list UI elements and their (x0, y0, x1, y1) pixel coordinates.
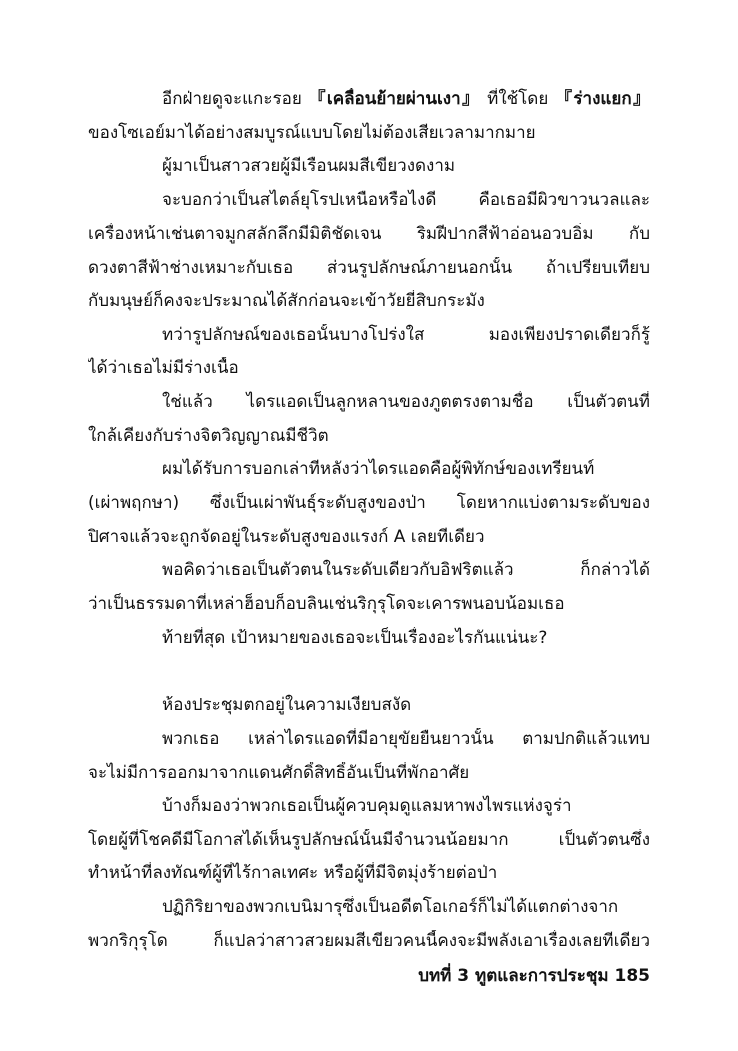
paragraph-5-line-2: ใกล้เคียงกับร่างจิตวิญญาณมีชีวิต (88, 426, 329, 446)
paragraph-7-line-1: พอคิดว่าเธอเป็นตัวตนในระดับเดียวกับอิฟริตแล้ว ก็กล่าวได้ (162, 560, 650, 580)
skill-name-clone: 『ร่างแยก』 (555, 89, 650, 109)
text-span: อีกฝ่ายดูจะแกะรอย (162, 89, 309, 109)
paragraph-3-line-3: ดวงตาสีฟ้าช่างเหมาะกับเธอ ส่วนรูปลักษณ์ภายนอกนั้น ถ้าเปรียบเทียบ (88, 258, 650, 278)
paragraph-10-line-1: พวกเธอ เหล่าไดรแอดที่มีอายุขัยยืนยาวนั้น ตามปกติแล้วแทบ (162, 729, 650, 749)
paragraph-4-line-1: ทว่ารูปลักษณ์ของเธอนั้นบางโปร่งใส มองเพียงปราดเดียวก็รู้ (162, 325, 650, 345)
running-footer (418, 965, 650, 987)
paragraph-7-line-2: ว่าเป็นธรรมดาที่เหล่าฮ็อบก็อบลินเช่นริกุรุโดจะเคารพนอบน้อมเธอ (88, 594, 565, 614)
paragraph-11-line-1: บ้างก็มองว่าพวกเธอเป็นผู้ควบคุมดูแลมหาพงไพรแห่งจูร่า (162, 796, 572, 816)
paragraph-6-line-1: ผมได้รับการบอกเล่าทีหลังว่าไดรแอดคือผู้พิทักษ์ของเทรียนท์ (162, 459, 595, 479)
paragraph-6-line-2: (เผ่าพฤกษา) ซึ่งเป็นเผ่าพันธุ์ระดับสูงของป่า โดยหากแบ่งตามระดับของ (88, 493, 650, 513)
paragraph-3-line-4: กับมนุษย์ก็คงจะประมาณได้สักก่อนจะเข้าวัยยี่สิบกระมัง (88, 291, 485, 311)
chapter-title: บทที่ 3 ทูตและการประชุม (418, 966, 609, 986)
page-number: 185 (614, 966, 650, 986)
paragraph-6-line-3: ปิศาจแล้วจะถูกจัดอยู่ในระดับสูงของแรงก์ A เลยทีเดียว (88, 527, 485, 547)
text-span: ที่ใช้โดย (480, 89, 556, 109)
paragraph-3-line-1: จะบอกว่าเป็นสไตล์ยุโรปเหนือหรือไงดี คือเธอมีผิวขาวนวลและ (162, 190, 650, 210)
paragraph-10-line-2: จะไม่มีการออกมาจากแดนศักดิ์สิทธิ์อันเป็นที่พักอาศัย (88, 763, 470, 783)
paragraph-9-line-1: ห้องประชุมตกอยู่ในความเงียบสงัด (162, 695, 412, 715)
paragraph-5-line-1: ใช่แล้ว ไดรแอดเป็นลูกหลานของภูตตรงตามชื่อ เป็นตัวตนที่ (162, 392, 650, 412)
paragraph-11-line-3: ทำหน้าที่ลงทัณฑ์ผู้ที่ไร้กาลเทศะ หรือผู้ที่มีจิตมุ่งร้ายต่อป่า (88, 863, 498, 883)
paragraph-1-line-2: ของโซเอย์มาได้อย่างสมบูรณ์แบบโดยไม่ต้องเสียเวลามากมาย (88, 123, 536, 143)
skill-name-shadow-motion: 『เคลื่อนย้ายผ่านเงา』 (308, 89, 481, 109)
paragraph-12-line-2: พวกริกุรุโด ก็แปลว่าสาวสวยผมสีเขียวคนนี้คงจะมีพลังเอาเรื่องเลยทีเดียว (88, 931, 650, 951)
paragraph-12-line-1: ปฏิกิริยาของพวกเบนิมารุซึ่งเป็นอดีตโอเกอร์ก็ไม่ได้แตกต่างจาก (162, 897, 619, 917)
paragraph-4-line-2: ได้ว่าเธอไม่มีร่างเนื้อ (88, 358, 239, 378)
paragraph-3-line-2: เครื่องหน้าเช่นตาจมูกสลักลึกมีมิติชัดเจน ริมฝีปากสีฟ้าอ่อนอวบอิ่ม กับ (88, 224, 650, 244)
paragraph-1-line-1 (162, 88, 650, 110)
paragraph-2-line-1: ผู้มาเป็นสาวสวยผู้มีเรือนผมสีเขียวงดงาม (162, 156, 456, 176)
paragraph-11-line-2: โดยผู้ที่โชคดีมีโอกาสได้เห็นรูปลักษณ์นั้นมีจำนวนน้อยมาก เป็นตัวตนซึ่ง (88, 830, 650, 850)
paragraph-8-line-1: ท้ายที่สุด เป้าหมายของเธอจะเป็นเรื่องอะไรกันแน่นะ? (162, 628, 548, 648)
